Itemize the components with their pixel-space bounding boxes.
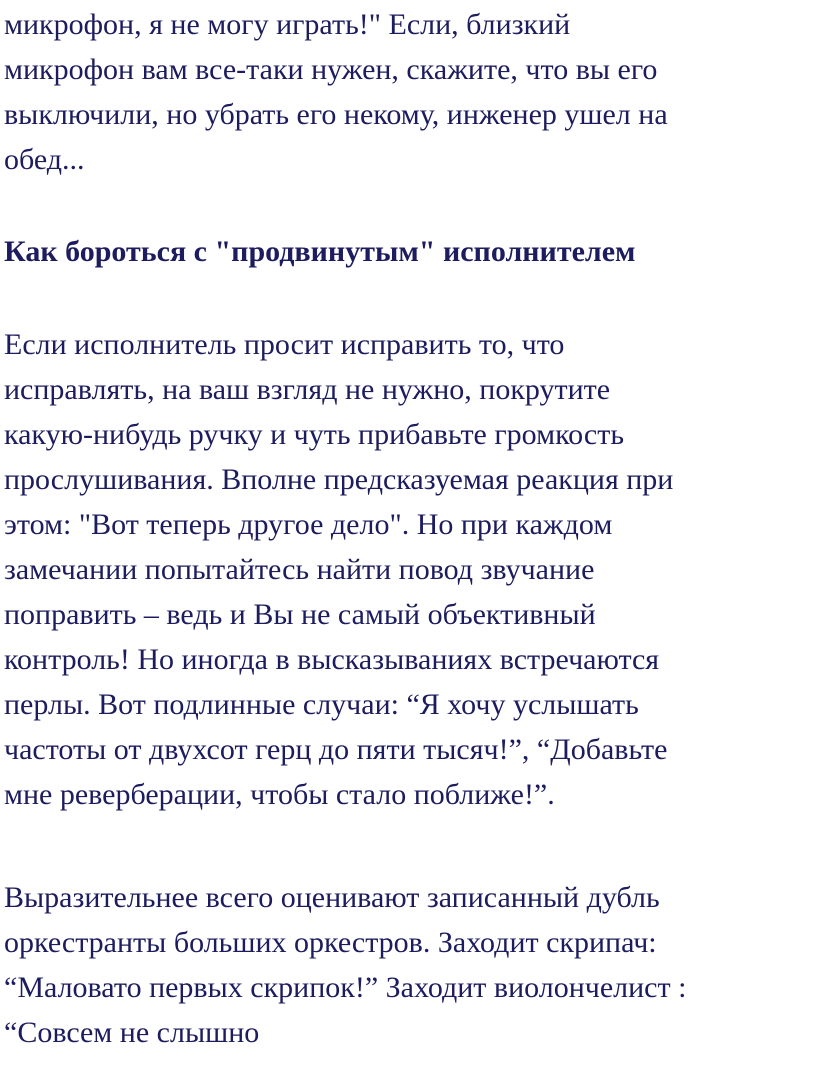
text-line: микрофон, я не могу играть!" Если, близкий [4,8,571,41]
text-line: какую-нибудь ручку и чуть прибавьте громкость [4,418,624,451]
text-line: прослушивания. Вполне предсказуемая реакция при [4,463,674,496]
section-heading [4,229,812,274]
paragraph-3 [4,875,812,1055]
text-line: Если исполнитель просит исправить то, что [4,328,565,361]
text-line: поправить – ведь и Вы не самый объективный [4,598,596,631]
text-line: замечании попытайтесь найти повод звучание [4,553,595,586]
text-line: выключили, но убрать его некому, инженер ушел на [4,98,668,131]
text-line: “Совсем не слышно [4,1016,260,1049]
text-line: перлы. Вот подлинные случаи: “Я хочу услышать [4,688,639,721]
text-line: частоты от двухсот герц до пяти тысяч!”, “Добавьте [4,733,668,766]
text-line: микрофон вам все-таки нужен, скажите, что вы его [4,53,658,86]
heading-text: Как бороться с "продвинутым" исполнителем [4,235,636,268]
text-line: мне реверберации, чтобы стало поближе!”. [4,778,555,811]
text-line: обед... [4,143,85,176]
paragraph-1 [4,2,812,182]
text-line: оркестранты больших оркестров. Заходит скрипач: [4,926,657,959]
text-line: этом: "Вот теперь другое дело". Но при каждом [4,508,613,541]
text-line: исправлять, на ваш взгляд не нужно, покрутите [4,373,611,406]
paragraph-2 [4,322,812,817]
text-line: “Маловато первых скрипок!” Заходит виолончелист : [4,971,687,1004]
text-line: контроль! Но иногда в высказываниях встречаются [4,643,660,676]
text-line: Выразительнее всего оценивают записанный дубль [4,881,660,914]
